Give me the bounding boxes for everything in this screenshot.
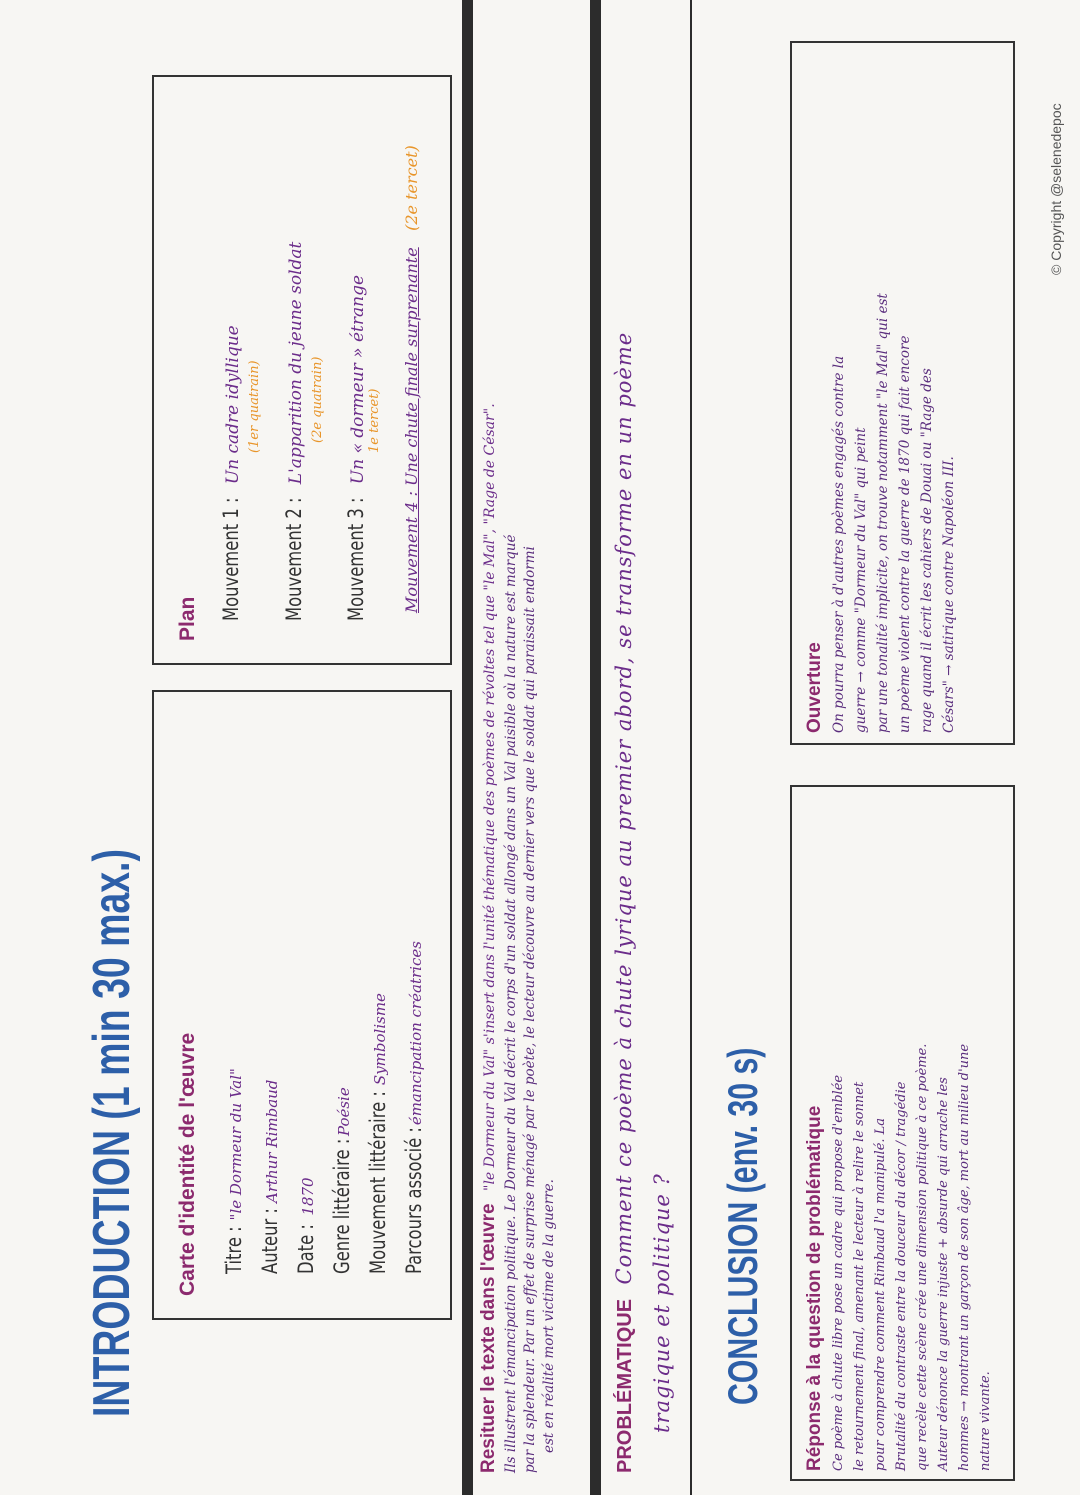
separator-band [590,0,601,1495]
identity-row-label: Date : [294,1224,318,1274]
plan-box [152,75,452,665]
identity-row [222,1068,246,1274]
problematique-line: tragique et politique ? [650,1173,674,1433]
identity-row [294,1177,318,1274]
resituer-text [502,534,559,1473]
movement-value: Un cadre idyllique [223,325,243,485]
problematique-line: Comment ce poème à chute lyrique au premier abord, se transforme en un poème [612,331,636,1285]
separator-band [462,0,473,1495]
ouverture-line: rage quand il écrit les cahiers de Douai ou "Rage des [919,368,935,733]
resituer-line: Ils illustrent l'émancipation politique. Le Dormeur du Val décrit le corps d'un soldat allongé dans un Val paisible où la nature est marqué [503,534,519,1473]
identity-row [330,1087,354,1274]
movement-value: Mouvement 4 : Une chute finale surprenante [402,247,421,613]
movement-value: Un « dormeur » étrange [348,274,368,485]
ouverture-line: Césars" → satirique contre Napoléon III. [941,456,957,733]
ouverture-text [828,293,960,733]
identity-row-value: Poésie [335,1087,353,1137]
resituer-heading: Resituer le texte dans l'œuvre [478,1203,499,1473]
resituer-line: par la splendeur. Par un effet de surprise ménagé par le poète, le lecteur découvre au dernier vers que le soldat qui paraissait endormi [522,546,538,1473]
movement-label: Mouvement 1 : [219,497,243,621]
identity-row-label: Mouvement littéraire : [366,1091,390,1274]
identity-row [402,941,426,1274]
plan-movement-1 [219,325,243,621]
movement-note: (2e quatrain) [310,356,325,443]
reponse-line: nature vivante. [978,1371,993,1471]
problematique-first-line [612,332,637,1473]
problematique-heading: PROBLÉMATIQUE [614,1298,636,1473]
identity-row-value: 1870 [299,1177,317,1216]
plan-heading: Plan [176,596,199,641]
reponse-line: Auteur dénonce la guerre injuste + absurde qui arrache les [936,1077,951,1471]
identity-row [258,1080,282,1274]
identity-card-heading: Carte d'identité de l'œuvre [176,1032,199,1296]
ouverture-line: par une tonalité implicite, on trouve notamment "le Mal" qui est [875,293,891,733]
identity-row [366,993,390,1274]
identity-card-box [152,690,452,1320]
identity-row-label: Genre littéraire : [330,1138,354,1274]
reponse-line: que recèle cette scène crée une dimension politique à ce poème. [915,1043,930,1471]
ouverture-heading: Ouverture [804,642,825,733]
resituer-line: est en réalité mort victime de la guerre. [541,1179,557,1453]
reponse-box [790,785,1015,1481]
reponse-line: pour comprendre comment Rimbaud l'a manipulé. La [873,1117,888,1471]
reponse-text [828,1044,996,1471]
plan-movement-3 [344,275,368,621]
identity-row-label: Titre : [222,1226,246,1274]
copyright-notice: © Copyright @selenedepoc [1048,103,1064,275]
conclusion-title: CONCLUSION (env. 30 s) [719,1047,766,1405]
identity-row-value: "le Dormeur du Val" [227,1068,245,1221]
identity-row-label: Auteur : [258,1208,282,1274]
identity-row-value: émancipation créatrices [407,941,425,1126]
movement-note: 1e tercet) [367,388,382,453]
introduction-title: INTRODUCTION (1 min 30 max.) [83,849,141,1417]
ouverture-line: On pourra penser à d'autres poèmes engagés contre la [831,355,847,733]
resituer-line: "le Dormeur du Val" s'insert dans l'unité thématique des poèmes de révoltes tel que "le Mal", "Rage de César". [482,403,498,1191]
reponse-heading: Réponse à la question de problématique [804,1105,825,1471]
identity-row-value: Arthur Rimbaud [263,1079,281,1204]
separator-line [690,0,692,1495]
identity-row-value: Symbolisme [371,993,389,1086]
reponse-line: le retournement final, amenant le lecteur à relire le sonnet [852,1081,867,1471]
movement-label: Mouvement 2 : [282,497,306,621]
plan-movement-2 [282,242,306,621]
plan-movement-4 [402,145,422,613]
resituer-first-line [478,403,500,1473]
movement-note: (2e tercet) [402,145,421,231]
movement-note: (1er quatrain) [247,360,262,453]
reponse-line: hommes → montrant un garçon de son âge, mort au milieu d'une [957,1043,972,1471]
ouverture-box [790,41,1015,745]
ouverture-line: un poème violent contre la guerre de 1870 qui fait encore [897,335,913,733]
reponse-line: Ce poème à chute libre pose un cadre qui propose d'emblée [831,1074,846,1471]
identity-row-label: Parcours associé : [402,1127,426,1274]
reponse-line: Brutalité du contraste entre la douceur du décor / tragédie [894,1081,909,1471]
movement-label: Mouvement 3 : [344,497,368,621]
movement-value: L'apparition du jeune soldat [286,241,306,485]
ouverture-line: guerre → comme "Dormeur du Val" qui peint [853,427,869,733]
